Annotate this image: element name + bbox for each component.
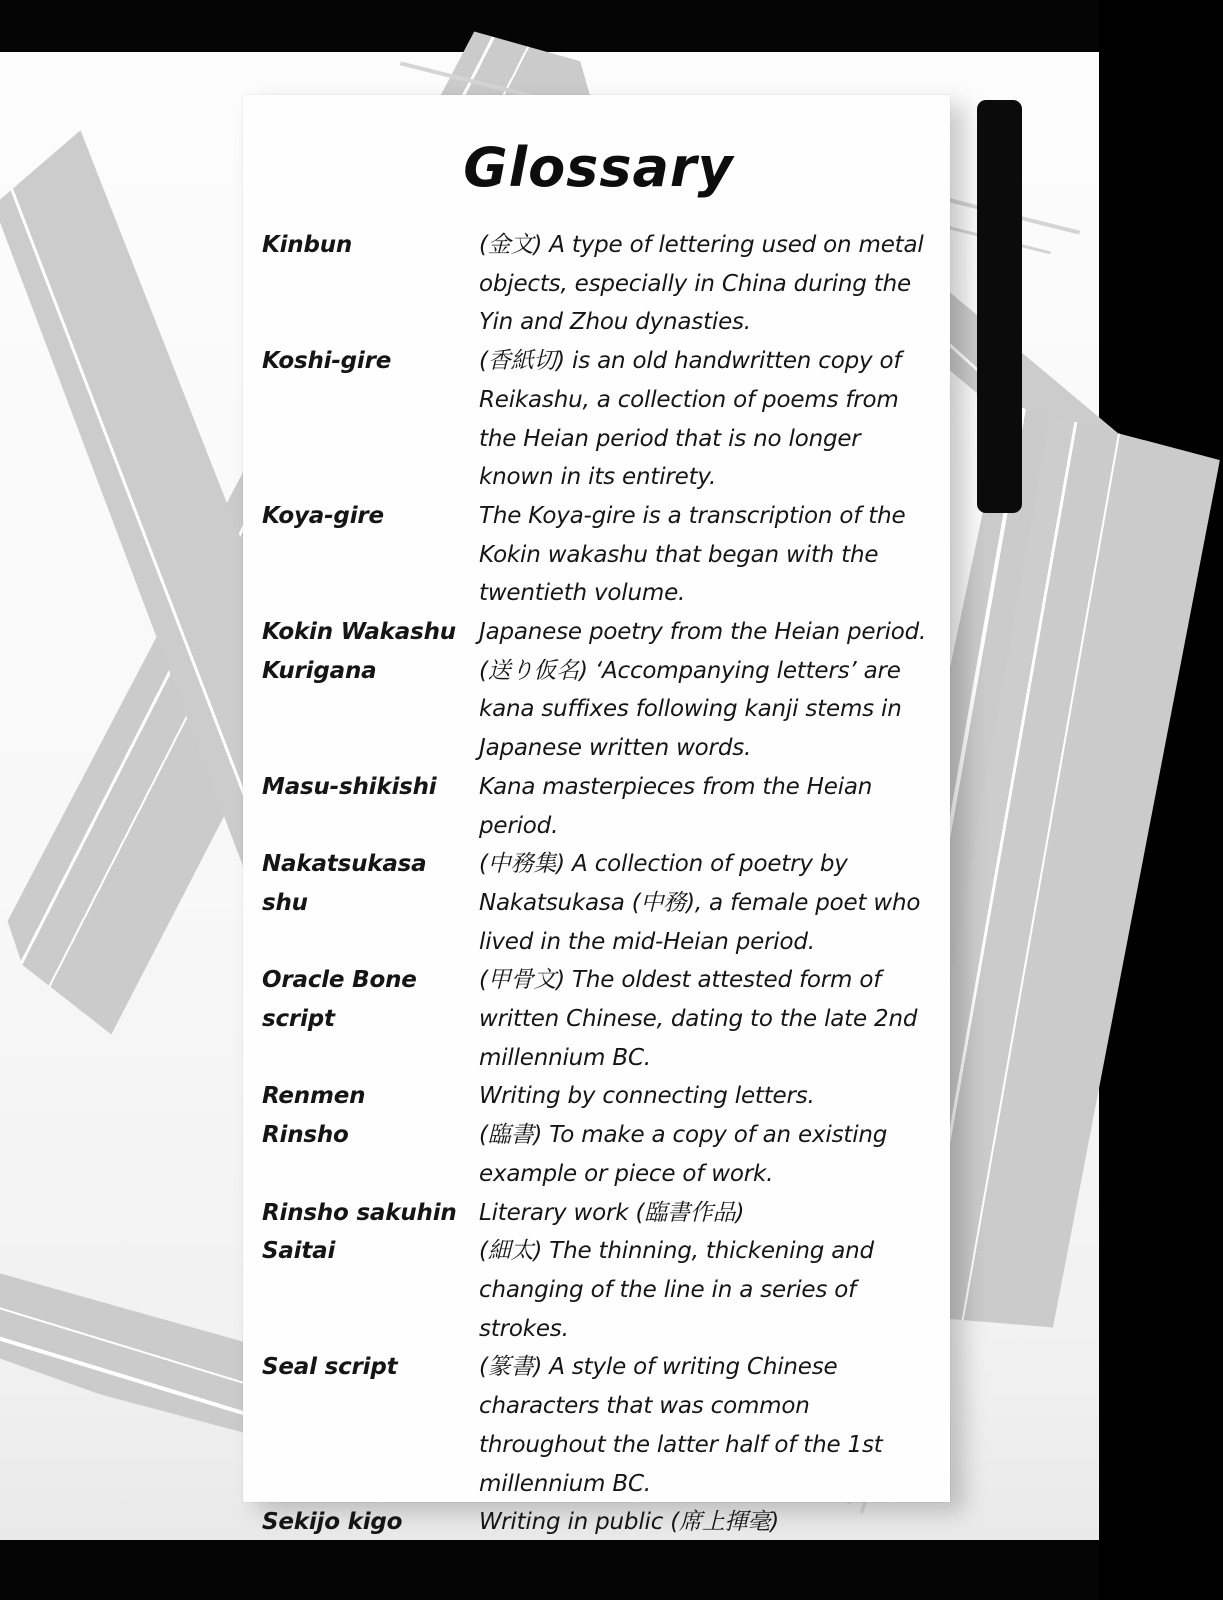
term-label: Kokin Wakashu	[262, 619, 456, 646]
term-label: Rinsho	[262, 1122, 349, 1149]
bottom-black-bar	[0, 1540, 1099, 1600]
term-label: Kinbun	[262, 232, 353, 258]
page-background	[0, 52, 1099, 1540]
term-definition: Writing in public (席上揮毫)	[479, 1509, 780, 1536]
term-definition: (臨書) To make a copy of an existing example or piece of work.	[479, 1122, 888, 1187]
term-definition: The Koya-gire is a transcription of the Kokin wakashu that began with the twentieth volume.	[479, 502, 906, 607]
page-title: Glossary	[463, 136, 734, 199]
term-label: Oracle Bone script	[262, 967, 417, 1033]
term-label: Renmen	[262, 1083, 366, 1110]
term-definition: Writing by connecting letters.	[479, 1083, 815, 1110]
term-definition: (細太) The thinning, thickening and changing of the line in a series of strokes.	[479, 1238, 874, 1342]
term-definition: (篆書) A style of writing Chinese characters that was common throughout the latter half of the 1st millennium BC.	[479, 1354, 883, 1497]
glossary-entry	[262, 845, 935, 961]
glossary-entry	[262, 613, 935, 652]
glossary-entry	[262, 768, 935, 845]
term-label: Masu-shikishi	[262, 773, 437, 800]
glossary-entry	[262, 1348, 935, 1503]
side-black-bar	[977, 100, 1022, 513]
glossary-entry	[262, 1194, 935, 1233]
term-label: Sekijo kigo	[262, 1509, 403, 1536]
term-label: Seal script	[262, 1354, 398, 1381]
term-label: Rinsho sakuhin	[262, 1199, 457, 1226]
glossary-entry	[262, 1077, 935, 1116]
term-definition: (香紙切) is an old handwritten copy of Reikashu, a collection of poems from the Heian period that is no longer known in its entirety.	[479, 348, 902, 491]
glossary-card	[243, 95, 950, 1536]
term-definition: Japanese poetry from the Heian period.	[479, 619, 927, 646]
glossary-entry	[262, 652, 935, 768]
glossary-entry	[262, 1232, 935, 1348]
top-black-bar	[0, 0, 1099, 52]
term-label: Nakatsukasa shu	[262, 851, 427, 916]
term-definition: (金文) A type of lettering used on metal objects, especially in China during the Yin and Zhou dynasties.	[479, 232, 924, 336]
term-label: Koya-gire	[262, 502, 384, 529]
glossary-entry	[262, 226, 935, 342]
glossary-entry	[262, 497, 935, 613]
term-label: Koshi-gire	[262, 348, 392, 375]
glossary-entry	[262, 1503, 935, 1542]
term-label: Saitai	[262, 1238, 336, 1265]
glossary-list	[262, 226, 935, 1581]
glossary-entry	[262, 1116, 935, 1193]
glossary-entry	[262, 342, 935, 497]
term-definition: (甲骨文) The oldest attested form of written Chinese, dating to the late 2nd millennium BC.	[479, 967, 918, 1071]
term-definition: Literary work (臨書作品)	[479, 1199, 745, 1226]
glossary-entry	[262, 961, 935, 1077]
term-label: Kurigana	[262, 657, 377, 684]
term-definition: (送り仮名) ‘Accompanying letters’ are kana suffixes following kanji stems in Japanese written words.	[479, 657, 902, 762]
term-definition: (中務集) A collection of poetry by Nakatsukasa (中務), a female poet who lived in the mid-Heian period.	[479, 851, 921, 955]
term-definition: Kana masterpieces from the Heian period.	[479, 773, 873, 839]
